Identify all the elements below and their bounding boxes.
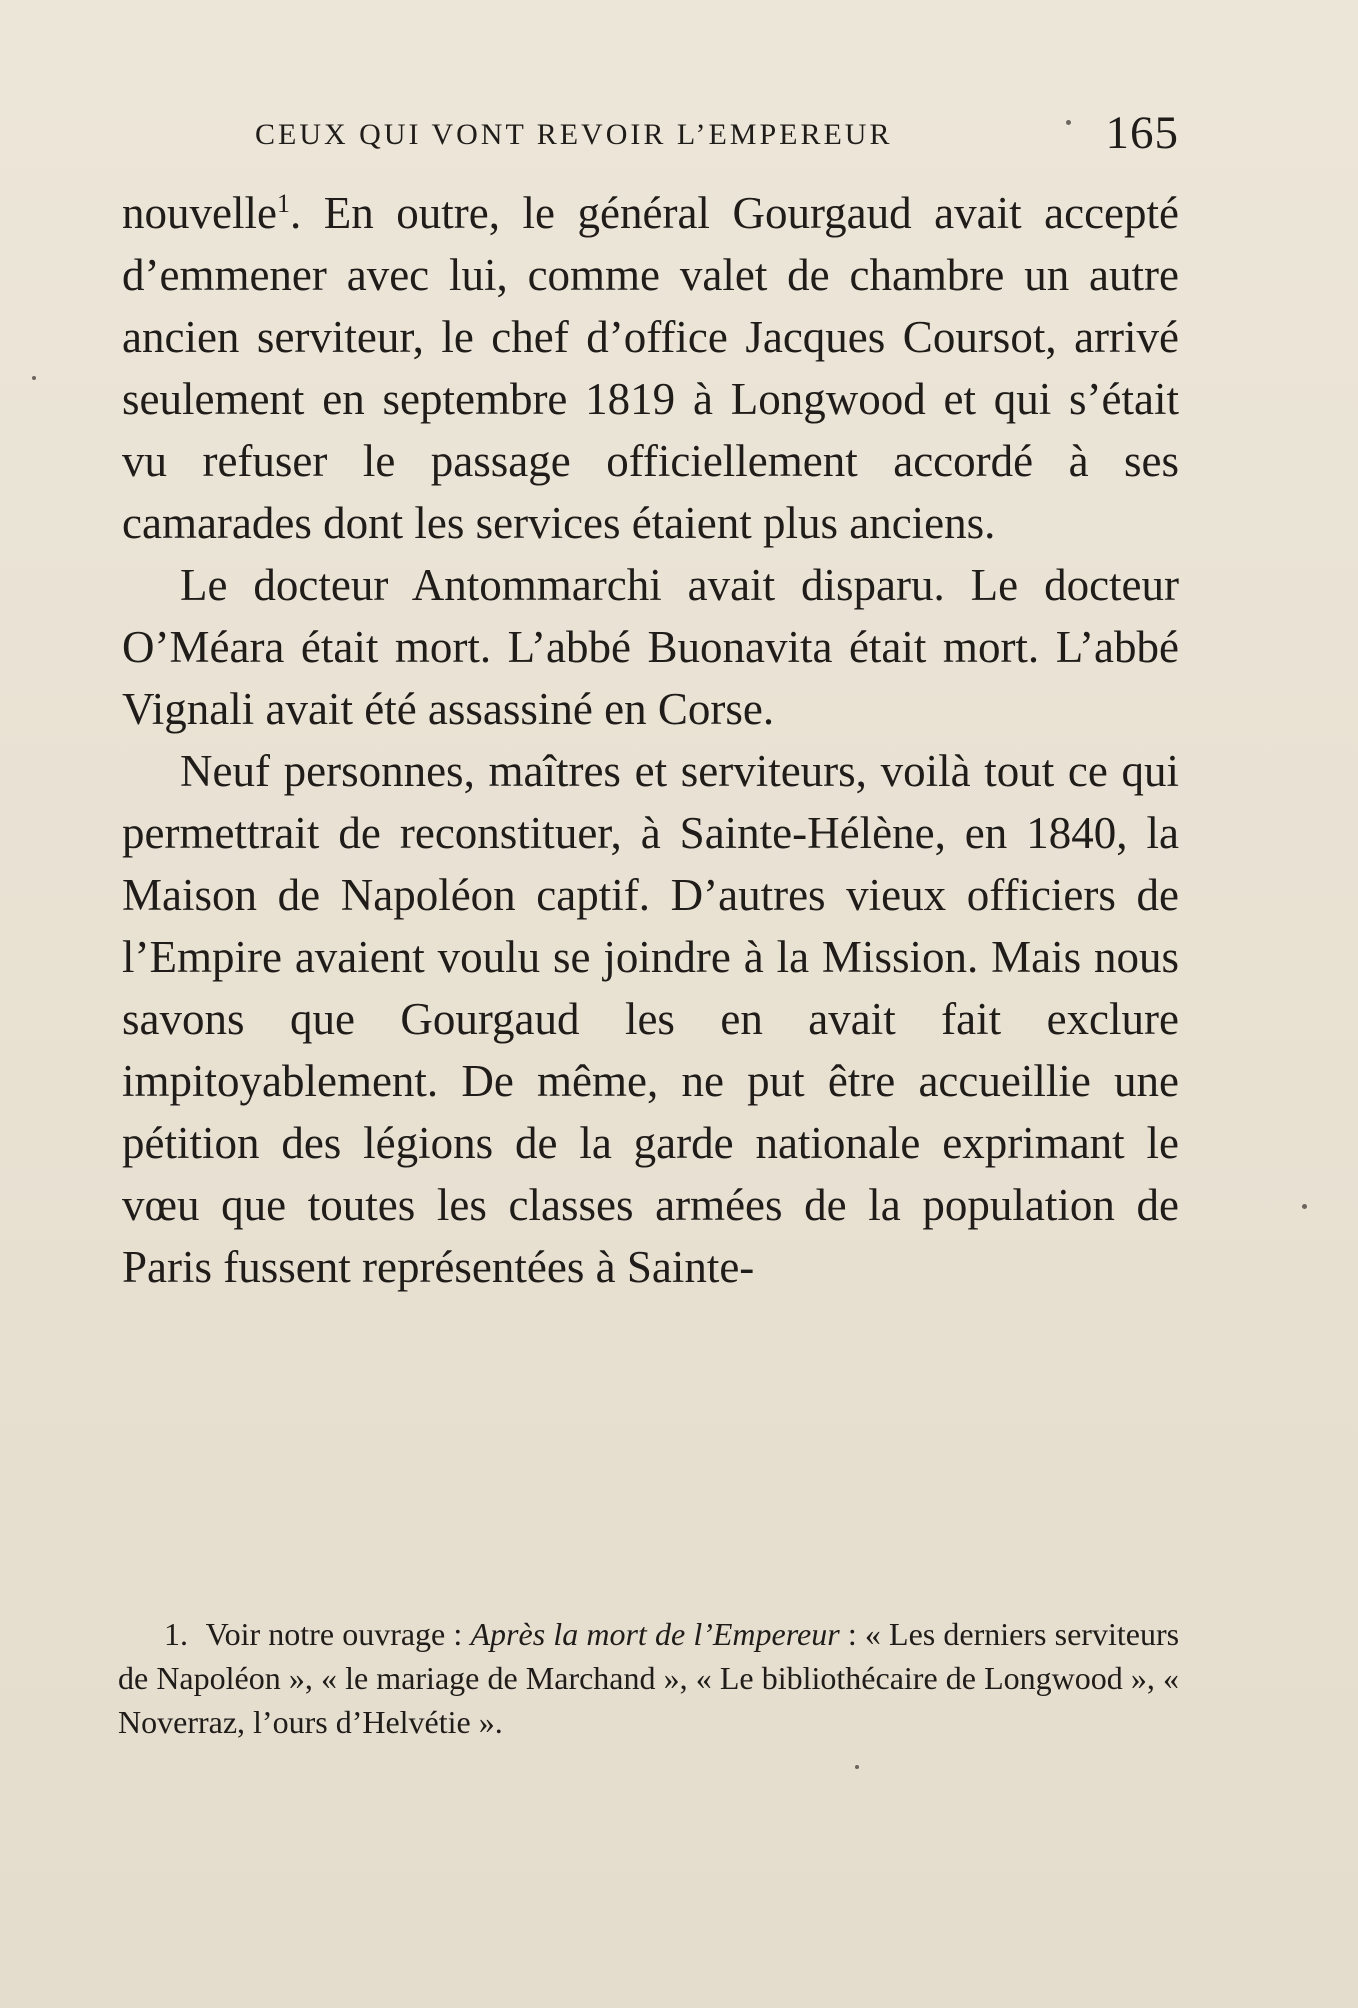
paper-speck [1302,1204,1307,1209]
paragraph-2: Le docteur Antommarchi avait disparu. Le docteur O’Méara était mort. L’abbé Buonavita était mort. L’abbé Vignali avait été assassiné en Corse. [122,560,1179,734]
page-number: 165 [1105,107,1179,159]
footnote [118,1612,1179,1744]
running-head [255,107,1179,162]
footnote-book-title: Après la mort de l’Empereur [470,1616,840,1652]
paper-speck [32,376,36,380]
paragraph-1-rest: . En outre, le général Gourgaud avait accepté d’emmener avec lui, comme valet de chambre un autre ancien serviteur, le chef d’office Jacques Coursot, arrivé seulement en septembre 1819 à Longwood et qui s’était vu refuser le passage officiellement accordé à ses camarades dont les services étaient plus anciens. [122,188,1179,548]
paragraph-1-start: nouvelle [122,188,277,238]
footnote-reference: 1 [276,189,290,218]
paragraph-3: Neuf personnes, maîtres et serviteurs, voilà tout ce qui permettrait de reconstituer, à Sainte-Hélène, en 1840, la Maison de Napoléon captif. D’autres vieux officiers de l’Empire avaient voulu se joindre à la Mission. Mais nous savons que Gourgaud les en avait fait exclure impitoyablement. De même, ne put être accueillie une pétition des légions de la garde nationale exprimant le vœu que toutes les classes armées de la population de Paris fussent représentées à Sainte- [122,746,1179,1292]
body-text [122,182,1179,1298]
footnote-intro: Voir notre ouvrage : [205,1616,463,1652]
paragraph-1 [122,182,1179,554]
paper-speck [855,1765,859,1769]
paper-speck [1066,120,1071,125]
running-title: CEUX QUI VONT REVOIR L’EMPEREUR [255,118,893,151]
footnote-rest: : « Les derniers serviteurs de Napoléon », « le mariage de Marchand », « Le bibliothécaire de Longwood », « Noverraz, l’ours d’Helvétie ». [118,1616,1180,1740]
footnote-label: 1. [164,1616,188,1652]
